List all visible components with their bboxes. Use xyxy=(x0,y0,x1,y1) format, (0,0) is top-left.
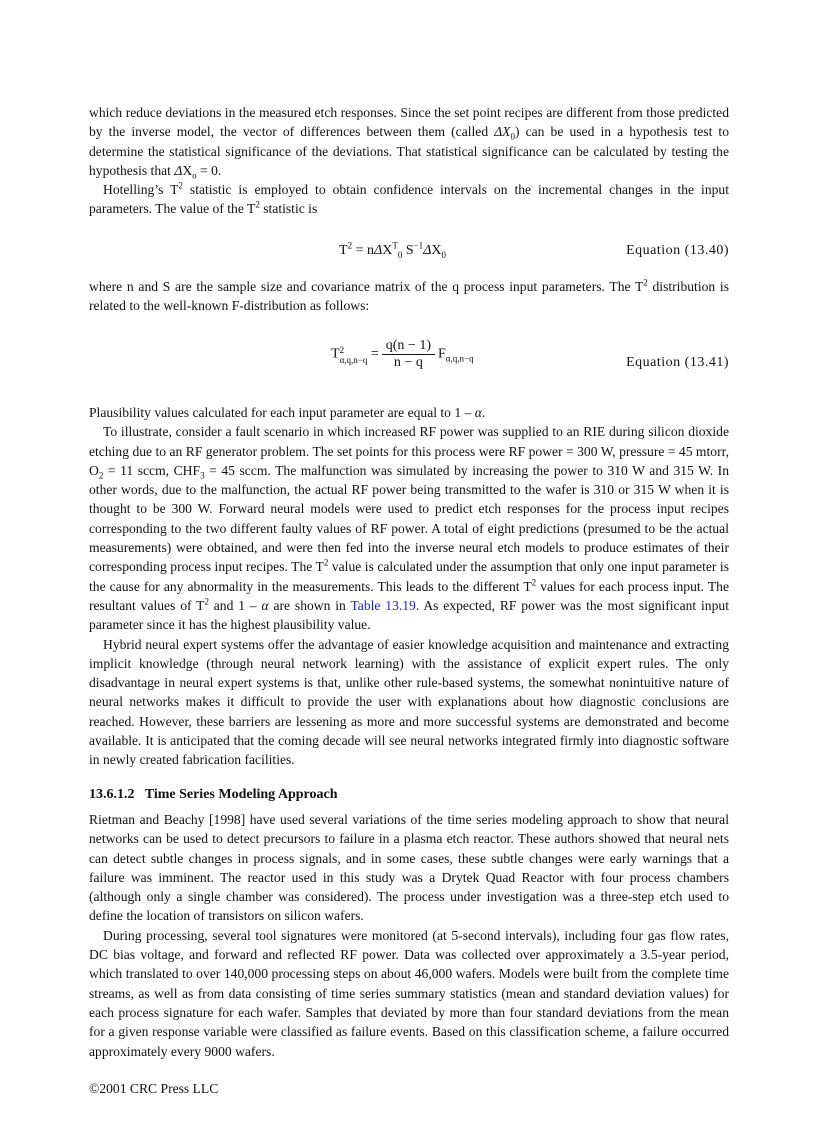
text-block-d xyxy=(89,810,729,1061)
paragraph xyxy=(89,635,729,770)
paragraph xyxy=(89,422,729,634)
text-block-b xyxy=(89,277,729,316)
math-symbol: α xyxy=(261,597,269,613)
superscript: 2 xyxy=(255,199,260,210)
text-block-c xyxy=(89,403,729,770)
equation-body: T 2 α,q,n−q = $\frac{q(n - 1)}{n - q}$ $F_{\alpha,q,n-q}$ xyxy=(331,338,474,370)
text-run: . As expected, RF power was the most significant input parameter since it has the highest plausibility value. xyxy=(89,597,729,633)
paragraph xyxy=(89,180,729,219)
text-run: ) can be used in a hypothesis test to determine the statistical significance of the deviations. That statistical significance can be calculated by testing the hypothesis that xyxy=(89,124,729,178)
equation-body: $T^2 = n\Delta X^T_0$ $S^{-1}\Delta X_0$ xyxy=(339,240,447,260)
text-run: are shown in xyxy=(268,597,351,613)
paragraph xyxy=(89,810,729,926)
text-run: Rietman and Beachy [1998] have used several variations of the time series modeling approach to show that neural networks can be used to detect precursors to failure in a plasma etch reactor. These authors showed that neural nets can detect subtle changes in process signals, and in some cases, these subtle changes were early warnings that a failure was imminent. The reactor used in this study was a Drytek Quad Reactor with four process chambers (although only a single chamber was considered). The process under investigation was a three-step etch used to define the location of transistors on silicon wafers. xyxy=(89,812,729,924)
copyright-footer: ©2001 CRC Press LLC xyxy=(89,1081,219,1096)
subscript: 2 xyxy=(98,470,104,481)
equation-label: Equation (13.41) xyxy=(626,355,729,370)
subscript: o xyxy=(192,170,197,181)
text-run: Hotelling’s T xyxy=(103,182,179,198)
section-heading: 13.6.1.2 Time Series Modeling Approach xyxy=(89,787,338,802)
text-run: To illustrate, consider a fault scenario in which increased RF power was supplied to an RIE during silicon dioxide etching due to an RF generator problem. The set points for this process were RF power = 300 W, pressure = 45 mtorr, O xyxy=(89,424,729,478)
subscript: 0 xyxy=(510,132,515,143)
superscript: 2 xyxy=(178,180,183,191)
text-run: Hybrid neural expert systems offer the advantage of easier knowledge acquisition and maintenance and extracting implicit knowledge (through neural network learning) with the assistance of explicit expert rules. The only disadvantage in neural expert systems is that, unlike other rule-based systems, the somewhat nonintuitive nature of neural networks makes it difficult to provide the user with explanations about how diagnostic conclusions are reached. However, these barriers are lessening as more and more successful systems are demonstrated and become available. It is anticipated that the coming decade will see neural networks integrated firmly into diagnostic software in newly created fabrication facilities. xyxy=(89,636,729,768)
paragraph xyxy=(89,103,729,180)
superscript: 2 xyxy=(531,577,537,588)
superscript: 2 xyxy=(643,277,648,288)
equation-13-41 xyxy=(89,338,729,388)
text-run: Plausibility values calculated for each input parameter are equal to 1 – xyxy=(89,405,475,420)
math-symbol: ΔX xyxy=(494,124,511,140)
equation-label: Equation (13.40) xyxy=(626,243,729,258)
text-run: values for each process input. The resultant values of T xyxy=(89,578,729,613)
text-block-a xyxy=(89,103,729,219)
text-run: value is calculated under the assumption that only one input parameter is the cause for any abnormality in the measurements. This leads to the different T xyxy=(89,559,730,594)
subscript: 3 xyxy=(200,470,205,481)
text-run: which reduce deviations in the measured etch responses. Since the set point recipes are different from those predicted by the inverse model, the vector of differences between them (called xyxy=(89,105,729,140)
paragraph xyxy=(89,277,729,316)
text-run: statistic is employed to obtain confidence intervals on the incremental changes in the input parameters. The value of the T xyxy=(89,182,729,217)
text-run: During processing, several tool signatures were monitored (at 5-second intervals), including four gas flow rates, DC bias voltage, and forward and reflected RF power. Data was collected over approximately a 3.5-year period, which translated to over 140,000 processing steps on about 46,000 wafers. Models were built from the complete time streams, as well as from data consisting of time series summary statistics (mean and standard deviation values) for each process signature for each wafer. Samples that deviated by more than four standard deviations from the mean for a given response variable were classified as failure events. Based on this classification scheme, a failure occurred approximately every 9000 wafers. xyxy=(89,927,729,1059)
text-run: and 1 – xyxy=(208,597,262,613)
text-run: statistic is xyxy=(259,201,318,217)
text-run: . xyxy=(481,405,486,420)
superscript: 2 xyxy=(204,596,209,607)
math-symbol: α xyxy=(474,405,482,420)
table-reference-link[interactable]: Table 13.19 xyxy=(350,597,416,613)
text-run: where n and S are the sample size and covariance matrix of the q process input parameters. The T xyxy=(89,279,644,294)
text-run: = 45 sccm. The malfunction was simulated by increasing the power to 310 W and 315 W. In other words, due to the malfunction, the actual RF power being transmitted to the wafer is 310 or 315 W when it is thought to be 300 W. Forward neural models were used to predict etch responses for the process input recipes corresponding to the two different faulty values of RF power. A total of eight predictions (presumed to be the actual measurements) were obtained, and were then fed into the inverse neural etch models to produce estimates of their corresponding process input recipes. The T xyxy=(89,462,730,575)
text-run: = 0. xyxy=(196,162,222,178)
text-run: X xyxy=(182,162,193,178)
paragraph xyxy=(89,926,729,1061)
paragraph xyxy=(89,403,729,422)
math-symbol: Δ xyxy=(174,162,183,178)
superscript: 2 xyxy=(323,557,329,568)
text-run: distribution is related to the well-known F-distribution as follows: xyxy=(89,279,729,314)
text-run: = 11 sccm, CHF xyxy=(103,462,201,478)
